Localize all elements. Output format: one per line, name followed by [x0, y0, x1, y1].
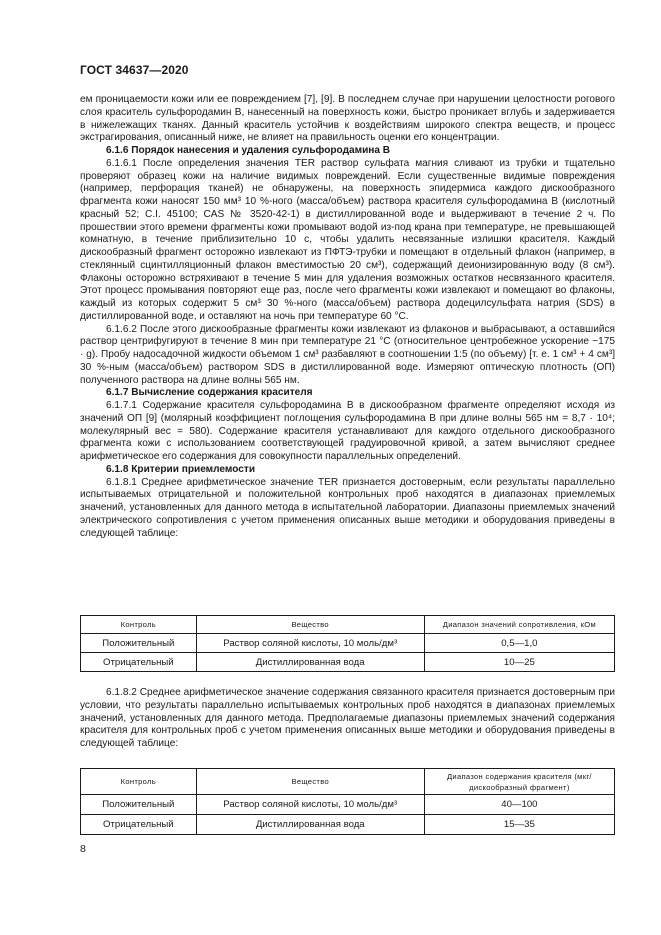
table-cell: 10—25	[424, 653, 614, 672]
page-number: 8	[80, 843, 86, 855]
paragraph-continuation: ем проницаемости кожи или ее повреждением [7], [9]. В последнем случае при нарушении целостности рогового слоя краситель сульфородамин B, нанесенный на поверхность кожи, быстро проникает вглубь и задерживается в нижележащих тканях. Данный краситель устойчив к воздействиям широкого спектра веществ, и процесс экстрагирования, описанный ниже, не влияет на правильность оценки его концентрации.	[80, 94, 615, 144]
paragraph-6-1-8-1: 6.1.8.1 Среднее арифметическое значение TER признается достоверным, если результаты параллельно испытываемых отрицательной и положительной контрольных проб находятся в диапазонах приемлемых значений, установленных для данного метода в испытательной лаборатории. Диапазоны приемлемых значений электрического сопротивления с учетом применения описанных выше методики и оборудования приведены в следующей таблице:	[80, 476, 615, 539]
section-heading-6-1-8: 6.1.8 Критерии приемлемости	[106, 463, 256, 475]
table-cell: Дистиллированная вода	[196, 815, 424, 835]
paragraph-6-1-6-1: 6.1.6.1 После определения значения TER раствор сульфата магния сливают из трубки и тщательно проверяют образец кожи на наличие видимых повреждений. Если существенные видимые повреждения (например, перфорация тканей) не обнаружены, на поверхность эпидермиса каждого дискообразного фрагмента кожи наносят 150 мм³ 10 %-ного (масса/объем) раствора красителя сульфородамина B (кислотный красный 52; C.I. 45100; CAS № 3520-42-1) в дистиллированной воде и выдерживают в течение 2 ч. По прошествии этого времени фрагменты кожи промывают водой из-под крана при температуре, не превышающей комнатную, в течение приблизительно 10 с, чтобы удалить несвязанные излишки красителя. Каждый дискообразный фрагмент осторожно извлекают из ПФТЭ-трубки и помещают в отдельный флакон (например, в стеклянный сцинтилляционный флакон вместимостью 20 см³), содержащий деионизированную воду (8 см³). Флаконы осторожно встряхивают в течение 5 мин для удаления возможных остатков несвязанного красителя. Этот процесс промывания повторяют еще раз, после чего фрагменты кожи извлекают и помещают во флаконы, каждый из которых содержит 5 см³ 30 %-ного (масса/объем) раствора додецилсульфата натрия (SDS) в дистиллированной воде, и оставляют на ночь при температуре 60 °С.	[80, 157, 615, 322]
paragraph-6-1-8-2: 6.1.8.2 Среднее арифметическое значение содержания связанного красителя признается достоверным при условии, что результаты параллельно испытываемых контрольных проб находятся в диапазонах приемлемых значений, установленных для данного метода. Предполагаемые диапазоны приемлемых значений содержания красителя для контрольных проб с учетом применения описанных выше методики и оборудования приведены в следующей таблице:	[80, 687, 615, 749]
table-cell: Отрицательный	[81, 653, 197, 672]
table-cell: Раствор соляной кислоты, 10 моль/дм³	[196, 634, 424, 653]
table-header-cell: Контроль	[81, 769, 197, 795]
table-row	[81, 634, 615, 653]
dye-content-table	[80, 768, 615, 835]
table-row	[81, 815, 615, 835]
table-row	[81, 795, 615, 815]
section-heading-6-1-6: 6.1.6 Порядок нанесения и удаления сульфородамина B	[106, 145, 391, 156]
body-text	[80, 94, 615, 540]
table-header-row	[81, 616, 615, 634]
paragraph-6-1-6-2: 6.1.6.2 После этого дискообразные фрагменты кожи извлекают из флаконов и выбрасывают, а оставшийся раствор центрифугируют в течение 8 мин при температуре 21 °С (относительное центробежное ускорение ~175 · g). Пробу надосадочной жидкости объемом 1 см³ разбавляют в соотношении 1:5 (по объему) [т. е. 1 см³ + 4 см³] 30 %-ным (масса/объем) раствором SDS в дистиллированной воде. Измеряют оптическую плотность (ОП) полученного раствора на длине волны 565 нм.	[80, 323, 615, 386]
table-header-cell: Вещество	[196, 616, 424, 634]
table-cell: Дистиллированная вода	[196, 653, 424, 672]
section-heading-6-1-7: 6.1.7 Вычисление содержания красителя	[106, 387, 313, 399]
table-cell: 0,5—1,0	[424, 634, 614, 653]
table-header-cell: Диапазон содержания красителя (мкг/дискообразный фрагмент)	[424, 769, 614, 795]
table-row	[81, 653, 615, 672]
paragraph-6-1-7-1: 6.1.7.1 Содержание красителя сульфородамина B в дискообразном фрагменте определяют исходя из значений ОП [9] (молярный коэффициент поглощения сульфородамина B при длине волны 565 нм = 8,7 · 10⁴; молекулярный вес = 580). Содержание красителя устанавливают для каждого отдельного дискообразного фрагмента кожи с использованием соответствующей градуировочной кривой, а затем вычисляют среднее арифметическое его содержания для совокупности параллельных определений.	[80, 400, 615, 462]
table-cell: Положительный	[81, 795, 197, 815]
resistance-table	[80, 615, 615, 672]
table-header-cell: Диапазон значений сопротивления, кОм	[424, 616, 614, 634]
table-cell: 15—35	[424, 815, 614, 835]
body-text-continued	[80, 687, 615, 751]
table-header-row	[81, 769, 615, 795]
table-header-cell: Вещество	[196, 769, 424, 795]
table-cell: Отрицательный	[81, 815, 197, 835]
table-cell: 40—100	[424, 795, 614, 815]
document-header: ГОСТ 34637—2020	[80, 63, 189, 77]
table-header-cell: Контроль	[81, 616, 197, 634]
table-cell: Раствор соляной кислоты, 10 моль/дм³	[196, 795, 424, 815]
table-cell: Положительный	[81, 634, 197, 653]
